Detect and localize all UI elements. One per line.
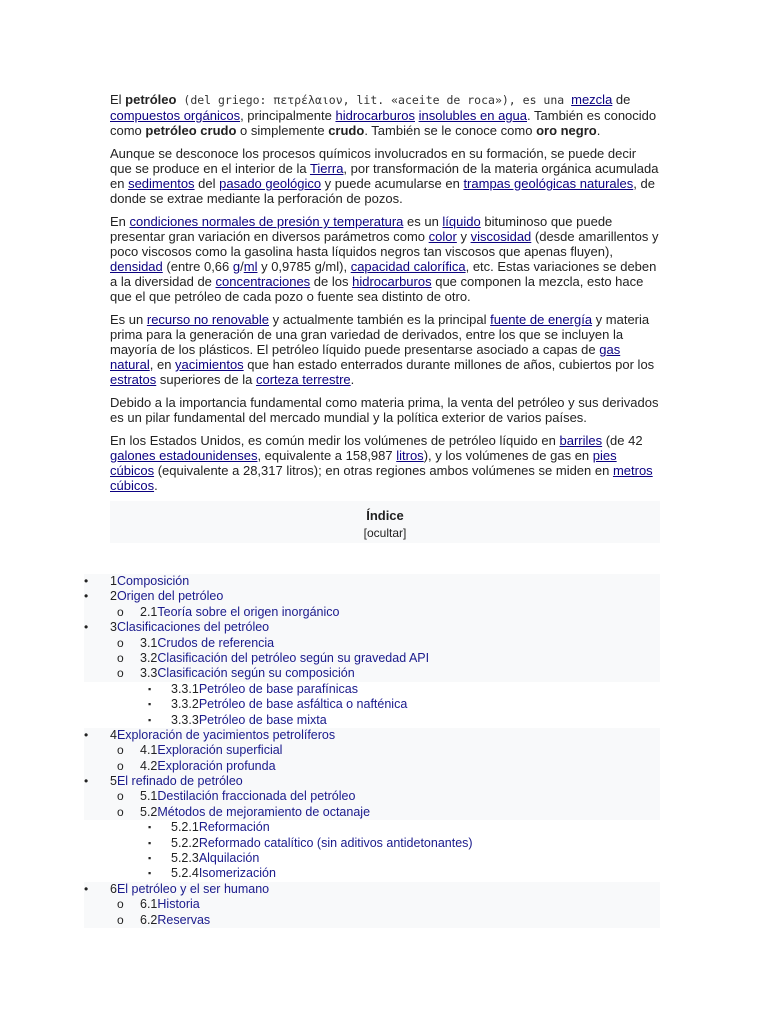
text-run: de [612,92,631,107]
toc-bullet: o [117,789,124,804]
toc-item-label[interactable]: Reformación [198,820,270,835]
toc-bullet: o [117,666,124,681]
toc-item[interactable] [84,882,660,897]
text-run: bituminoso que puede presentar gran variación en diversos parámetros como [110,214,613,244]
toc-number: 3 [110,620,117,635]
toc-bullet: ▪ [148,853,152,864]
article-link[interactable]: compuestos orgánicos [110,108,241,123]
toc-item-label[interactable]: Historia [157,897,200,912]
toc-item[interactable] [84,728,660,743]
article-link[interactable]: g [232,259,241,274]
toc-bullet: • [84,774,89,789]
toc-item-label[interactable]: Origen del petróleo [116,589,224,604]
toc-number: 5.2.2 [171,835,199,850]
toc-bullet: o [117,650,124,665]
text-run: , de donde se extrae mediante la perforación de pozos. [110,176,655,206]
article-link[interactable]: condiciones normales de presión y temperatura [129,214,404,229]
toc-number: 1 [110,574,117,588]
article-link[interactable]: color [428,229,457,244]
text-run: y materia prima para la generación de una gran variedad de derivados, entre los que se incluyen la mayoría de los plásticos. El petróleo líquido puede presentarse asociado a capas de [110,312,650,357]
toc-bullet: o [117,604,124,619]
toc-item-label[interactable]: Exploración profunda [157,758,276,773]
article-link[interactable]: litros [396,448,424,463]
toc-item[interactable] [84,666,660,681]
article-link[interactable]: estratos [110,372,157,387]
text-run: y [456,229,471,244]
article-link[interactable]: barriles [559,433,603,448]
toc-bullet: o [117,743,124,758]
text-run: (equivalente a 28,317 litros); en otras regiones ambos volúmenes se miden en [154,463,613,478]
toc-toggle-link[interactable]: [ocultar] [363,526,407,540]
toc-item[interactable] [84,651,660,666]
toc-item-label[interactable]: El refinado de petróleo [116,774,243,789]
toc-bullet: o [117,758,124,773]
toc-item[interactable] [84,697,660,712]
toc-item-label[interactable]: Isomerización [198,866,276,881]
text-run: , equivalente a 158,987 [257,448,397,463]
text-run: y puede acumularse en [321,176,464,191]
toc-item[interactable] [84,913,660,928]
toc-bullet: ▪ [148,837,152,848]
text-run: Aunque se desconoce los procesos químicos involucrados en su formación, se puede decir que se produce en el interior de la [110,146,637,176]
text-run: . [350,372,355,387]
toc-item-label[interactable]: Petróleo de base parafínicas [198,681,358,696]
text-run: que componen la mezcla, esto hace que el que petróleo de cada pozo o fuente sea distinto de otro. [110,274,644,304]
toc-item[interactable] [84,805,660,820]
toc-item-label[interactable]: El petróleo y el ser humano [116,881,270,896]
toc-item-label[interactable]: Reservas [157,912,211,927]
toc-item-label[interactable]: Reformado catalítico (sin aditivos antidetonantes) [198,835,473,850]
article-link[interactable]: trampas geológicas naturales [463,176,634,191]
text-run: . También se le conoce como [364,123,537,138]
article-link[interactable]: yacimientos [175,357,244,372]
text-run: de los [310,274,353,289]
text-run: (de 42 [602,433,643,448]
toc-item-label[interactable]: Alquilación [198,851,260,866]
text-run: Es un [110,312,147,327]
article-link[interactable]: hidrocarburos [352,274,432,289]
toc-item[interactable] [84,897,660,912]
text-run: . [154,478,158,493]
paragraph-formation [110,146,660,206]
article-link[interactable]: galones estadounidenses [110,448,258,463]
toc-bullet: • [84,727,89,742]
text-run: En [110,214,130,229]
paragraph-intro [110,92,660,138]
text-run: superiores de la [156,372,256,387]
text-run: El [110,92,126,107]
text-run: del [194,176,220,191]
toc-item[interactable] [84,851,660,866]
toc-number: 4 [110,727,117,742]
toc-item[interactable] [84,589,660,604]
paragraph-resource [110,312,660,387]
toc-bullet: o [117,912,124,927]
toc-item[interactable] [84,682,660,697]
article-link[interactable]: hidrocarburos [335,108,415,123]
toc-item[interactable] [84,866,660,881]
toc-bullet: o [117,897,124,912]
toc-item-label[interactable]: Crudos de referencia [157,635,275,650]
toc-number: 5.2.4 [171,866,199,881]
toc-number: 5.2.1 [171,820,199,835]
article-link[interactable]: gas natural [110,342,621,372]
article-link[interactable]: viscosidad [470,229,532,244]
toc-bullet: o [117,804,124,819]
toc-item-label[interactable]: Teoría sobre el origen inorgánico [157,604,340,619]
toc-number: 3.3.3 [171,712,199,727]
bold-term: crudo [328,123,365,138]
article-link[interactable]: densidad [110,259,163,274]
toc-number: 3.3 [140,666,158,681]
toc-number: 3.2 [140,650,158,665]
toc-number: 5.2 [140,804,158,819]
text-run: y 0,9785 g/ml), [257,259,351,274]
toc-bullet: • [84,574,89,588]
toc-number: 3.1 [140,635,158,650]
toc-item[interactable] [84,789,660,804]
text-run: , etc. Estas variaciones se deben a la diversidad de [110,259,657,289]
bold-term: petróleo crudo [145,123,237,138]
toc-bullet: ▪ [148,868,152,879]
toc-title: Índice [366,508,404,523]
toc-number: 2.1 [140,604,158,619]
toc-item-label[interactable]: Composición [116,574,190,588]
toc-number: 3.3.1 [171,681,199,696]
toc-item[interactable] [84,820,660,835]
article-link[interactable]: ml [243,259,258,274]
article-link[interactable]: capacidad calorífica [350,259,466,274]
article-link[interactable]: recurso no renovable [146,312,269,327]
toc-number: 5.1 [140,789,158,804]
text-run: es un [403,214,443,229]
toc-bullet: ▪ [148,714,152,725]
toc-item[interactable] [84,713,660,728]
toc-item-label[interactable]: Destilación fraccionada del petróleo [157,789,356,804]
bold-term: petróleo [125,92,177,107]
text-run: , por transformación de la materia orgánica acumulada en [110,161,659,191]
toc-number: 5.2.3 [171,851,199,866]
toc-bullet: • [84,589,89,604]
article-link[interactable]: pies cúbicos [110,448,617,478]
toc-item[interactable] [84,836,660,851]
text-run: (del griego: πετρέλαιον, lit. «aceite de roca»), es una [176,93,572,107]
toc-number: 2 [110,589,117,604]
toc-number: 6 [110,881,117,896]
text-run: que han estado enterrados durante millones de años, cubiertos por los [243,357,655,372]
toc-number: 6.1 [140,897,158,912]
text-run: ), y los volúmenes de gas en [423,448,593,463]
toc-item[interactable] [84,743,660,758]
toc-bullet: ▪ [148,683,152,694]
text-run: o simplemente [236,123,329,138]
article-link[interactable]: insolubles en agua [418,108,528,123]
toc-item-label[interactable]: Exploración de yacimientos petrolíferos [116,727,336,742]
toc-item-label[interactable]: Petróleo de base mixta [198,712,327,727]
bold-term: oro negro [536,123,597,138]
paragraph-importance [110,395,660,425]
toc-item[interactable] [84,636,660,651]
toc-item[interactable] [84,620,660,635]
article-link[interactable]: mezcla [571,92,613,107]
article-link[interactable]: pasado geológico [219,176,322,191]
article-link[interactable]: Tierra [309,161,344,176]
article-link[interactable]: corteza terrestre [255,372,351,387]
text-run: (entre 0,66 [162,259,233,274]
text-run: y actualmente también es la principal [269,312,491,327]
text-run: (desde amarillentos y poco viscosos como la gasolina hasta líquidos negros tan viscosos que apenas fluyen), [110,229,659,259]
article-link[interactable]: metros cúbicos [110,463,653,493]
text-run: Debido a la importancia fundamental como materia prima, la venta del petróleo y sus derivados es un pilar fundamental del mercado mundial y la política exterior de varios países. [110,395,659,425]
toc-bullet: o [117,635,124,650]
text-run: , en [149,357,176,372]
article-link[interactable]: concentraciones [215,274,311,289]
toc-item-label[interactable]: Exploración superficial [157,743,283,758]
toc-number: 6.2 [140,912,158,927]
paragraph-units [110,433,660,493]
toc-bullet: • [84,881,89,896]
paragraph-properties [110,214,660,304]
toc-item[interactable] [84,574,660,589]
toc-item-label[interactable]: Clasificaciones del petróleo [116,620,270,635]
toc-bullet: • [84,620,89,635]
article-link[interactable]: líquido [442,214,481,229]
text-run: . [596,123,601,138]
toc-number: 3.3.2 [171,697,199,712]
toc-item[interactable] [84,605,660,620]
toc-bullet: ▪ [148,699,152,710]
toc-item-label[interactable]: Clasificación según su composición [157,666,355,681]
toc-item-label[interactable]: Petróleo de base asfáltica o nafténica [198,697,408,712]
toc-number: 5 [110,774,117,789]
toc-item[interactable] [84,759,660,774]
article-body [110,92,660,543]
toc-header [110,501,660,543]
text-run: , principalmente [240,108,336,123]
text-run: . También es conocido como [110,108,657,138]
toc-item-label[interactable]: Clasificación del petróleo según su gravedad API [157,650,430,665]
toc-bullet: ▪ [148,822,152,833]
text-run: En los Estados Unidos, es común medir los volúmenes de petróleo líquido en [110,433,560,448]
toc-item[interactable] [84,774,660,789]
text-run: / [240,259,244,274]
article-link[interactable]: sedimentos [128,176,195,191]
toc-number: 4.2 [140,758,158,773]
toc-item-label[interactable]: Métodos de mejoramiento de octanaje [157,804,371,819]
article-link[interactable]: fuente de energía [490,312,593,327]
table-of-contents [84,574,660,928]
toc-number: 4.1 [140,743,158,758]
